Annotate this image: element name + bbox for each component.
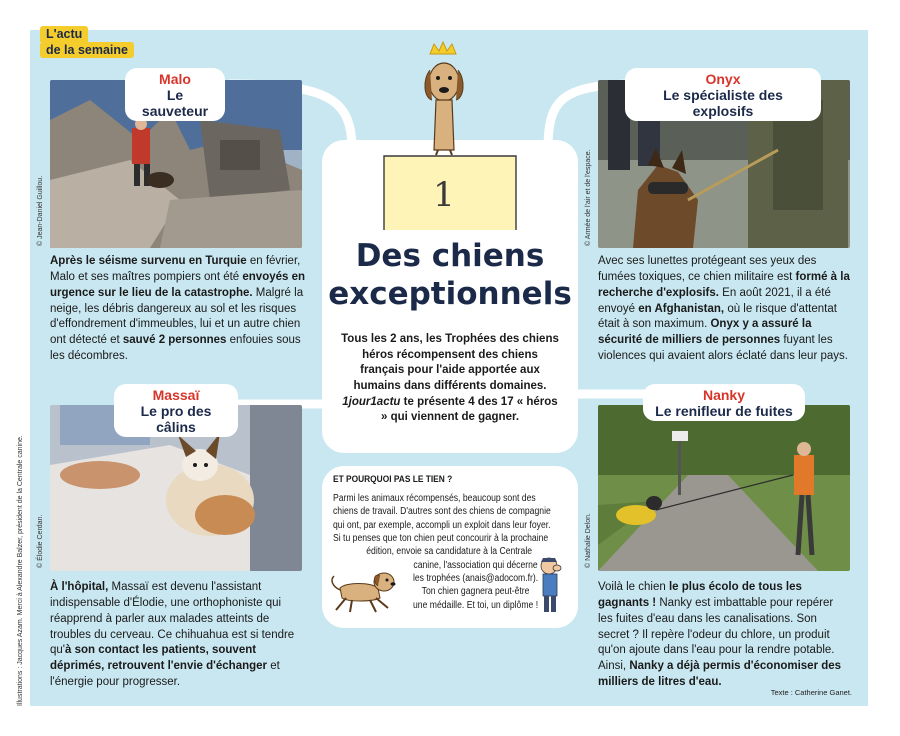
lower-heading: ET POURQUOI PAS LE TIEN ? [333, 474, 453, 485]
massai-text-2: Massaï est devenu l'assistant indispensable d'Élodie, une orthophoniste qui réapprend à parler aux malades atteints de troubles du cerveau. Ce chihuahua est si tendre qu' [50, 581, 295, 657]
intro-second: te présente 4 des 17 « héros » qui viennent de gagner. [380, 395, 558, 424]
malo-text-1: Après le séisme survenu en Turquie [50, 255, 247, 267]
lower-line-4: Si tu penses que ton chien peut concourir à la prochaine [333, 532, 549, 544]
nanky-description [598, 580, 850, 691]
nanky-text-2: le plus écolo de tous les gagnants ! [598, 581, 802, 609]
badge-line-1: L'actu [40, 26, 88, 42]
author-credit: Texte : Catherine Ganet. [770, 688, 852, 697]
massai-tag [114, 384, 238, 437]
massai-description [50, 580, 308, 691]
lower-line-9: une médaille. Et toi, un diplôme ! [413, 599, 539, 611]
intro-text [340, 332, 560, 426]
section-badge [40, 26, 134, 58]
nanky-role: Le renifleur de fuites [655, 403, 793, 420]
nanky-photo-credit: © Nathalie Delon. [585, 513, 592, 568]
massai-text-4: et l'énergie pour progresser. [50, 660, 280, 689]
onyx-photo-credit: © Armée de l'air et de l'espace. [585, 149, 592, 246]
malo-text-2: en février, Malo et ses maîtres pompiers ont été [50, 255, 301, 283]
onyx-role: Le spécialiste des explosifs [663, 87, 783, 120]
massai-text-1: À l'hôpital, [50, 581, 109, 593]
lower-line-5: édition, envoie sa candidature à la Centrale [366, 546, 533, 558]
lower-line-2: chiens de travail. D'autres sont des chiens de compagnie [333, 506, 551, 518]
onyx-text-1: Avec ses lunettes protégeant ses yeux des fumées toxiques, ce chien militaire est [598, 255, 817, 283]
nanky-tag [643, 384, 805, 421]
nanky-text-4: Nanky a déjà permis d'économiser des milliers de litres d'eau. [598, 660, 842, 689]
massai-name: Massaï [152, 387, 200, 403]
onyx-tag [625, 68, 821, 121]
massai-photo-credit: © Élodie Cerdan. [37, 514, 44, 568]
malo-photo-credit: © Jean-Daniel Guillou. [37, 175, 44, 246]
man-illustration [531, 556, 571, 616]
lower-line-8: Ton chien gagnera peut-être [421, 586, 530, 598]
malo-text-3: envoyés en urgence sur le lieu de la catastrophe. [50, 270, 306, 299]
crown-icon [430, 42, 456, 54]
onyx-text-2: formé à la recherche d'explosifs. [598, 270, 850, 299]
badge-line-2: de la semaine [40, 42, 134, 58]
malo-name: Malo [159, 71, 191, 87]
nanky-name: Nanky [702, 387, 746, 403]
onyx-text-4: en Afghanistan, [638, 302, 725, 315]
onyx-text-3: En août 2021, il a été envoyé [598, 286, 831, 315]
onyx-description [598, 254, 850, 365]
malo-role: Le sauveteur [141, 87, 209, 120]
lower-line-6: canine, l'association qui décerne [413, 559, 538, 571]
intro-brand: 1jour1actu [342, 395, 401, 408]
onyx-text-5: où le risque d'attentat était à son maximum. [598, 302, 837, 331]
lower-line-1: Parmi les animaux récompensés, beaucoup sont des [333, 493, 536, 504]
malo-text-5: sauvé 2 personnes [122, 334, 227, 347]
title-line-2: exceptionnels [328, 275, 572, 312]
podium-number: 1 [433, 175, 455, 215]
running-dog-illustration [326, 566, 398, 614]
illustration-credit: Illustrations : Jacques Azam. Merci à Alexandre Balzer, président de la Centrale canine. [17, 435, 24, 706]
nanky-photo [598, 405, 850, 571]
malo-tag [125, 68, 225, 121]
malo-description [50, 254, 308, 365]
title-line-1: Des chiens [355, 238, 545, 274]
intro-main: Tous les 2 ans, les Trophées des chiens héros récompensent des chiens français pour l'aide apportée aux humains dans différents domaines. [341, 333, 559, 392]
onyx-text-6: Onyx y a assuré la sécurité de milliers de personnes [598, 318, 812, 347]
massai-role: Le pro des câlins [140, 403, 212, 436]
onyx-text-7: fuyant les violences qui avaient alors éclaté dans leur pays. [598, 334, 848, 363]
podium-illustration [380, 40, 520, 232]
onyx-name: Onyx [705, 71, 741, 87]
massai-text-3: à son contact les patients, souvent déprimés, retrouvent l'envie d'échanger [50, 644, 268, 673]
lower-line-7: les trophées (anais@adocom.fr). [412, 572, 539, 584]
nanky-text-3: Nanky est imbattable pour repérer les fuites d'eau dans les canalisations. Son secret ? Il repère l'odeur du chlore, un produit qu'on ajoute dans l'eau pour la rendre potable. Ainsi, [598, 596, 835, 673]
main-title [322, 238, 578, 314]
lower-line-3: qui ont, par exemple, accompli un exploit dans leur foyer. [333, 519, 551, 531]
malo-text-6: enfouies sous les décombres. [50, 334, 301, 363]
malo-text-4: Malgré la neige, les débris dangereux au sol et les risques d'effondrement d'immeubles, lui et un autre chien ont détecté et [50, 286, 304, 347]
nanky-text-1: Voilà le chien [598, 581, 669, 593]
